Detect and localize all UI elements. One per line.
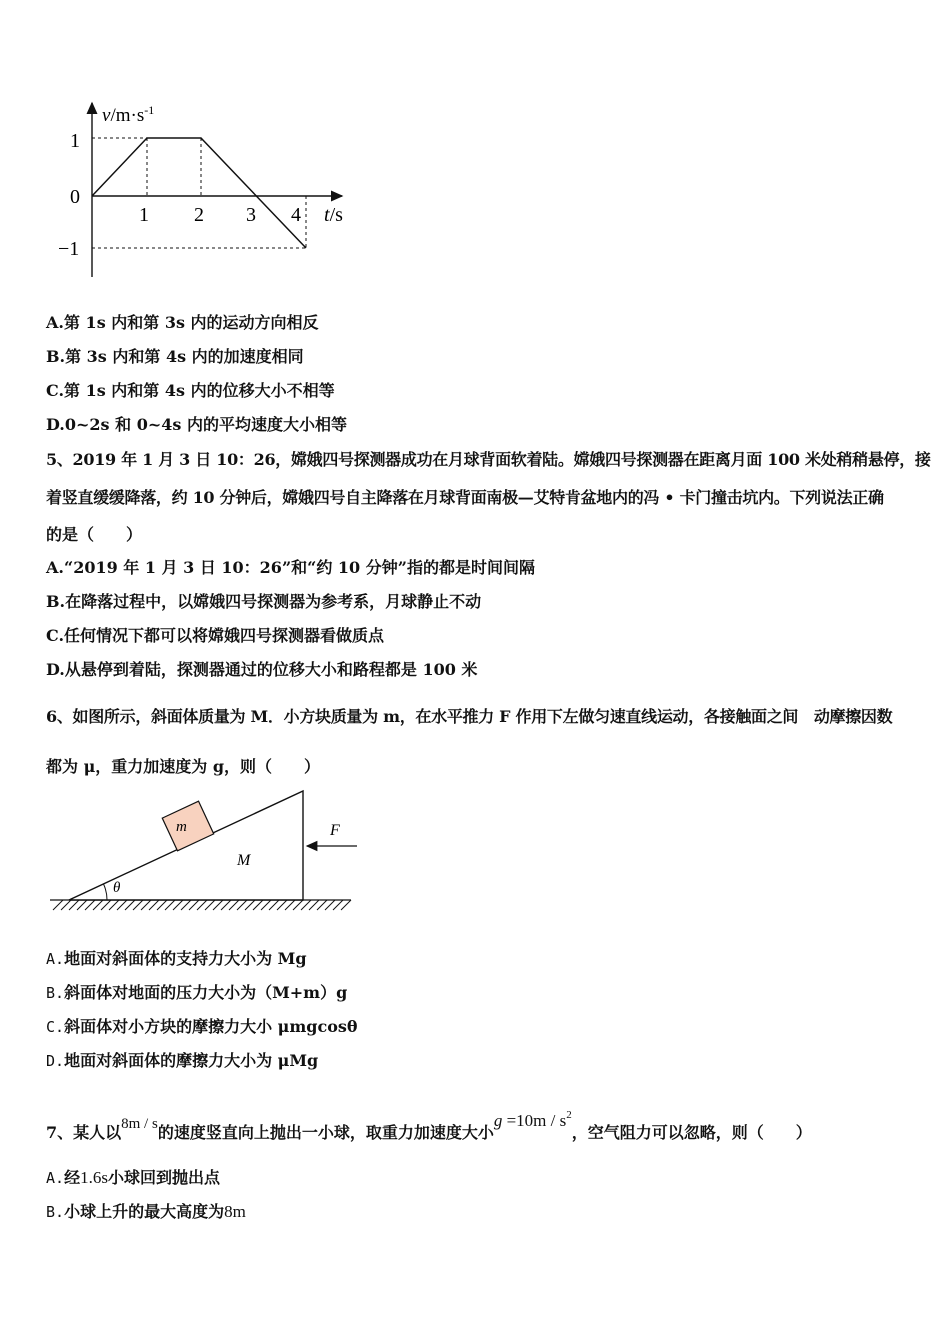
q7-g-expr: $g =10m / s^2$ [493,1109,572,1130]
q5-stem-line-2: 着竖直缓缓降落，约 10 分钟后，嫦娥四号自主降落在月球背面南极—艾特肯盆地内的冯 • 卡门撞击坑内。下列说法正确 [46,488,884,507]
q6-stem-line-2: 都为 μ，重力加速度为 g，则（ ） [46,757,321,776]
q5-stem-line-3: 的是（ ） [46,525,143,544]
ground-hatch [53,900,351,910]
q5-option-d: D.从悬停到着陆，探测器通过的位移大小和路程都是 100 米 [46,660,478,679]
x-axis-label: t/s [324,204,343,226]
q7-stem: 7、某人以8m / s的速度竖直向上抛出一小球，取重力加速度大小$g =10m / s^2$，空气阻力可以忽略，则（ ） [46,1109,812,1142]
x-tick-2: 2 [194,204,204,226]
y-tick-1: 1 [70,130,80,152]
q4-option-d: D.0~2s 和 0~4s 内的平均速度大小相等 [46,415,347,434]
q6-option-b: B.斜面体对地面的压力大小为（M+m）g [46,983,348,1002]
wedge-label: M [237,852,251,869]
incline-figure [45,785,365,920]
x-tick-4: 4 [291,204,301,226]
q6-option-d: D.地面对斜面体的摩擦力大小为 μMg [46,1051,319,1070]
force-label: F [330,822,340,839]
q6-option-c: C.斜面体对小方块的摩擦力大小 μmgcosθ [46,1017,358,1036]
q5-option-c: C.任何情况下都可以将嫦娥四号探测器看做质点 [46,626,385,645]
y-tick-neg1: −1 [58,238,80,260]
q5-stem-line-1: 5、2019 年 1 月 3 日 10：26，嫦娥四号探测器成功在月球背面软着陆。嫦娥四号探测器在距离月面 100 米处稍稍悬停，接 [46,450,931,469]
q7-speed: 8m / s [121,1116,158,1132]
q5-option-b: B.在降落过程中，以嫦娥四号探测器为参考系，月球静止不动 [46,592,482,611]
q7-option-a: A.经1.6s小球回到抛出点 [46,1168,220,1187]
velocity-time-graph [50,95,360,285]
block-label: m [176,819,187,835]
q4-option-a: A.第 1s 内和第 3s 内的运动方向相反 [46,313,319,332]
velocity-curve [92,138,306,248]
angle-label: θ [113,880,121,896]
q6-stem-line-1: 6、如图所示，斜面体质量为 M．小方块质量为 m，在水平推力 F 作用下左做匀速直线运动，各接触面之间 动摩擦因数 [46,707,893,726]
x-tick-3: 3 [246,204,256,226]
q6-option-a: A.地面对斜面体的支持力大小为 Mg [46,949,307,968]
q4-option-c: C.第 1s 内和第 4s 内的位移大小不相等 [46,381,335,400]
y-tick-0: 0 [70,186,80,208]
q4-option-b: B.第 3s 内和第 4s 内的加速度相同 [46,347,304,366]
x-tick-1: 1 [139,204,149,226]
y-axis-label: $v/m\cdot s^{-1}$ [102,103,155,126]
q7-option-b: B.小球上升的最大高度为8m [46,1202,246,1221]
q5-option-a: A.“2019 年 1 月 3 日 10：26”和“约 10 分钟”指的都是时间间隔 [46,558,535,577]
